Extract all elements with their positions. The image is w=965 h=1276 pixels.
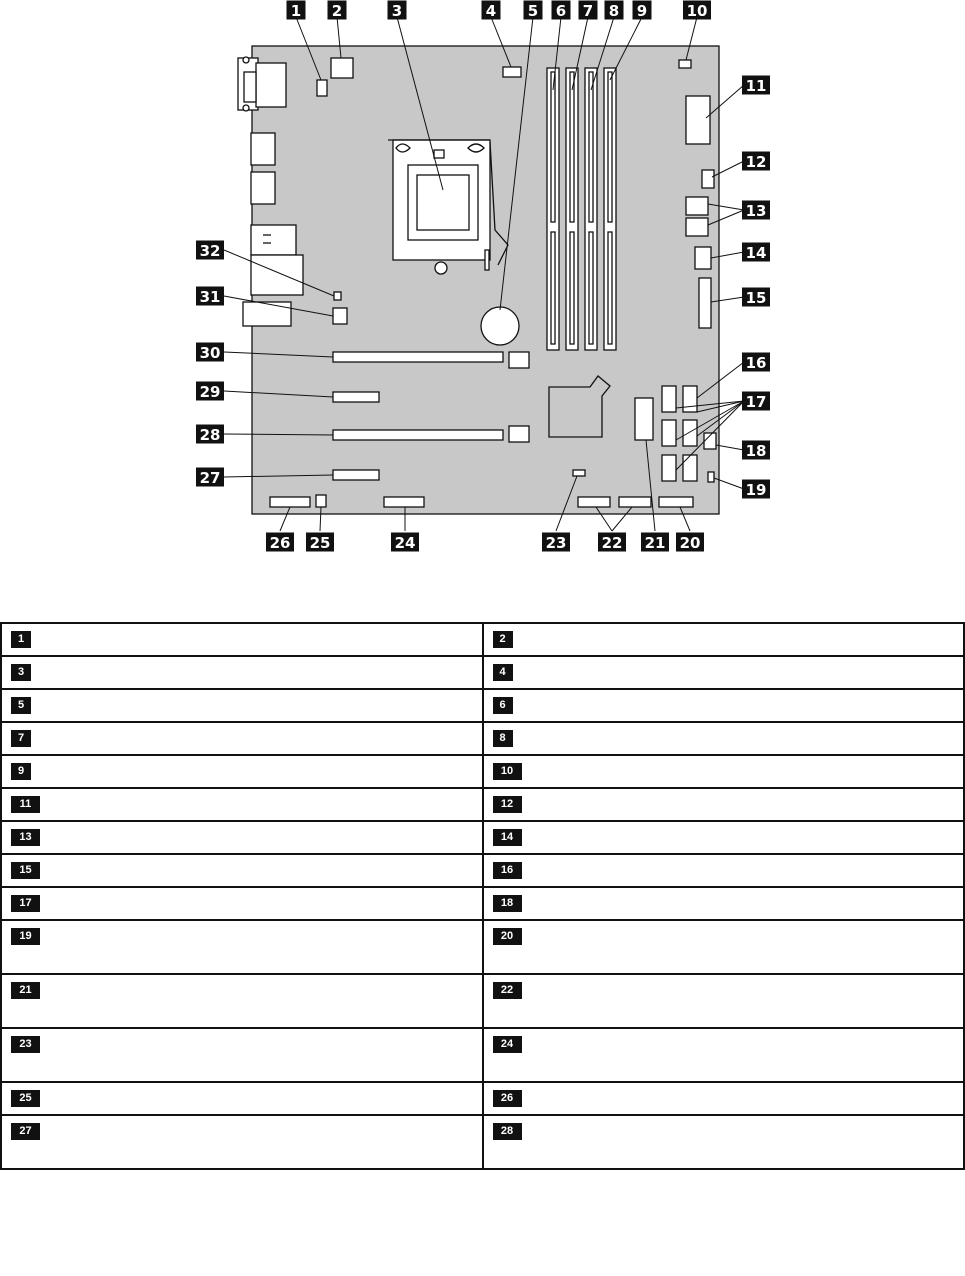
- legend-cell-left: [1, 974, 483, 1028]
- callout-8: [605, 1, 624, 21]
- legend-cell-right: [483, 755, 965, 788]
- legend-cell-left: [1, 854, 483, 887]
- legend-description: [50, 1083, 482, 1089]
- connector-26: [270, 497, 310, 507]
- svg-text:28: 28: [199, 426, 221, 444]
- legend-cell-left: [1, 689, 483, 722]
- callout-14: [742, 243, 770, 263]
- legend-number-badge: 2: [493, 631, 513, 648]
- connector-22b: [619, 497, 651, 507]
- legend-row: [1, 821, 964, 854]
- legend-description: [532, 1116, 964, 1122]
- legend-cell-right: [483, 1115, 965, 1169]
- legend-description: [532, 855, 964, 861]
- legend-cell-left: [1, 788, 483, 821]
- callout-22: [598, 533, 626, 553]
- legend-description: [532, 888, 964, 894]
- connector-4: [503, 67, 521, 77]
- svg-text:12: 12: [745, 153, 767, 171]
- svg-text:3: 3: [391, 2, 403, 20]
- callout-11: [742, 76, 770, 96]
- legend-number-badge: 6: [493, 697, 513, 714]
- svg-text:29: 29: [199, 383, 221, 401]
- connector-13a: [686, 197, 708, 215]
- svg-text:31: 31: [199, 288, 221, 306]
- connector-22a: [578, 497, 610, 507]
- callout-30: [196, 343, 224, 363]
- svg-text:8: 8: [608, 2, 620, 20]
- legend-description: [50, 657, 482, 663]
- svg-text:13: 13: [745, 202, 767, 220]
- legend-number-badge: 11: [11, 796, 40, 813]
- legend-cell-left: [1, 821, 483, 854]
- legend-description: [532, 975, 964, 981]
- connector-13b: [686, 218, 708, 236]
- callout-15: [742, 288, 770, 308]
- legend-description: [532, 789, 964, 795]
- legend-cell-right: [483, 623, 965, 656]
- callout-13: [742, 201, 770, 221]
- svg-text:14: 14: [745, 244, 767, 262]
- legend-number-badge: 16: [493, 862, 522, 879]
- legend-description: [50, 1116, 482, 1122]
- legend-number-badge: 18: [493, 895, 522, 912]
- legend-cell-right: [483, 821, 965, 854]
- svg-text:15: 15: [745, 289, 767, 307]
- callout-3: [388, 1, 407, 21]
- legend-description: [50, 690, 482, 696]
- svg-text:5: 5: [527, 2, 539, 20]
- legend-number-badge: 9: [11, 763, 31, 780]
- legend-number-badge: 4: [493, 664, 513, 681]
- callout-31: [196, 287, 224, 307]
- legend-cell-left: [1, 755, 483, 788]
- legend-row: [1, 854, 964, 887]
- connector-10: [679, 60, 691, 68]
- legend-number-badge: 8: [493, 730, 513, 747]
- legend-row: [1, 689, 964, 722]
- legend-number-badge: 13: [11, 829, 40, 846]
- callout-16: [742, 353, 770, 373]
- svg-text:19: 19: [745, 481, 767, 499]
- connector-31: [333, 308, 347, 324]
- legend-cell-right: [483, 974, 965, 1028]
- callout-2: [328, 1, 347, 21]
- legend-description: [532, 657, 964, 663]
- svg-text:10: 10: [686, 2, 708, 20]
- connector-19: [708, 472, 714, 482]
- legend-description: [532, 1083, 964, 1089]
- legend-description: [532, 822, 964, 828]
- connector-21: [635, 398, 653, 440]
- svg-text:16: 16: [745, 354, 767, 372]
- svg-text:17: 17: [745, 393, 767, 411]
- svg-text:4: 4: [485, 2, 497, 20]
- svg-text:30: 30: [199, 344, 221, 362]
- callout-20: [676, 533, 704, 553]
- legend-row: [1, 920, 964, 974]
- legend-cell-right: [483, 854, 965, 887]
- connector-32: [334, 292, 341, 300]
- legend-description: [50, 624, 482, 630]
- connector-20: [659, 497, 693, 507]
- legend-cell-left: [1, 1115, 483, 1169]
- legend-number-badge: 25: [11, 1090, 40, 1107]
- legend-cell-right: [483, 689, 965, 722]
- callout-6: [552, 1, 571, 21]
- legend-row: [1, 1082, 964, 1115]
- legend-cell-left: [1, 722, 483, 755]
- legend-row: [1, 755, 964, 788]
- legend-description: [532, 624, 964, 630]
- legend-number-badge: 14: [493, 829, 522, 846]
- legend-number-badge: 1: [11, 631, 31, 648]
- callout-23: [542, 533, 570, 553]
- legend-number-badge: 10: [493, 763, 522, 780]
- legend-cell-left: [1, 1028, 483, 1082]
- legend-row: [1, 1115, 964, 1169]
- legend-number-badge: 15: [11, 862, 40, 879]
- microprocessor-socket: [388, 140, 508, 274]
- connector-24: [384, 497, 424, 507]
- legend-number-badge: 24: [493, 1036, 522, 1053]
- legend-description: [50, 855, 482, 861]
- legend-description: [50, 975, 482, 981]
- callout-5: [524, 1, 543, 21]
- legend-cell-left: [1, 623, 483, 656]
- callout-12: [742, 152, 770, 172]
- legend-cell-right: [483, 920, 965, 974]
- legend-cell-right: [483, 722, 965, 755]
- svg-text:7: 7: [582, 2, 594, 20]
- callout-21: [641, 533, 669, 553]
- legend-number-badge: 3: [11, 664, 31, 681]
- svg-text:1: 1: [290, 2, 302, 20]
- legend-description: [532, 1029, 964, 1035]
- legend-number-badge: 26: [493, 1090, 522, 1107]
- legend-description: [50, 921, 482, 927]
- legend-number-badge: 17: [11, 895, 40, 912]
- legend-number-badge: 20: [493, 928, 522, 945]
- connector-2: [331, 58, 353, 78]
- callout-24: [391, 533, 419, 553]
- legend-row: [1, 974, 964, 1028]
- legend-description: [50, 723, 482, 729]
- callout-10: [683, 1, 711, 21]
- legend-cell-right: [483, 1082, 965, 1115]
- legend-row: [1, 722, 964, 755]
- legend-number-badge: 7: [11, 730, 31, 747]
- svg-text:26: 26: [269, 534, 291, 552]
- callout-17: [742, 392, 770, 412]
- legend-number-badge: 12: [493, 796, 522, 813]
- legend-description: [50, 756, 482, 762]
- legend-row: [1, 788, 964, 821]
- legend-number-badge: 28: [493, 1123, 522, 1140]
- legend-description: [50, 822, 482, 828]
- legend-cell-right: [483, 1028, 965, 1082]
- connector-23: [573, 470, 585, 476]
- legend-number-badge: 23: [11, 1036, 40, 1053]
- svg-text:27: 27: [199, 469, 221, 487]
- legend-description: [532, 921, 964, 927]
- legend-number-badge: 22: [493, 982, 522, 999]
- legend-cell-left: [1, 656, 483, 689]
- callout-25: [306, 533, 334, 553]
- connector-14: [695, 247, 711, 269]
- legend-description: [532, 723, 964, 729]
- svg-text:32: 32: [199, 242, 221, 260]
- legend-description: [50, 888, 482, 894]
- legend-row: [1, 1028, 964, 1082]
- legend-number-badge: 27: [11, 1123, 40, 1140]
- coin-cell-battery: [481, 307, 519, 345]
- system-board-diagram: [0, 0, 965, 600]
- legend-cell-left: [1, 887, 483, 920]
- callout-18: [742, 441, 770, 461]
- legend-row: [1, 656, 964, 689]
- legend-number-badge: 5: [11, 697, 31, 714]
- callout-32: [196, 241, 224, 261]
- callout-1: [287, 1, 306, 21]
- connector-25: [316, 495, 326, 507]
- system-board: [252, 46, 719, 514]
- svg-text:11: 11: [745, 77, 767, 95]
- callout-26: [266, 533, 294, 553]
- callout-28: [196, 425, 224, 445]
- svg-text:25: 25: [309, 534, 331, 552]
- legend-description: [532, 690, 964, 696]
- svg-text:6: 6: [555, 2, 567, 20]
- svg-text:22: 22: [601, 534, 623, 552]
- callout-29: [196, 382, 224, 402]
- legend-row: [1, 887, 964, 920]
- svg-text:21: 21: [644, 534, 666, 552]
- connector-12: [702, 170, 714, 188]
- legend-description: [532, 756, 964, 762]
- callout-19: [742, 480, 770, 500]
- connector-1: [317, 80, 327, 96]
- connector-11: [686, 96, 710, 144]
- svg-text:9: 9: [636, 2, 648, 20]
- legend-cell-right: [483, 788, 965, 821]
- legend-description: [50, 789, 482, 795]
- svg-text:20: 20: [679, 534, 701, 552]
- parts-legend-table: [0, 622, 965, 1170]
- legend-cell-left: [1, 920, 483, 974]
- callout-9: [633, 1, 652, 21]
- connector-15: [699, 278, 711, 328]
- callout-27: [196, 468, 224, 488]
- legend-cell-right: [483, 656, 965, 689]
- svg-text:24: 24: [394, 534, 416, 552]
- legend-number-badge: 19: [11, 928, 40, 945]
- legend-description: [50, 1029, 482, 1035]
- svg-text:2: 2: [331, 2, 343, 20]
- callout-4: [482, 1, 501, 21]
- legend-number-badge: 21: [11, 982, 40, 999]
- legend-row: [1, 623, 964, 656]
- callout-7: [579, 1, 598, 21]
- svg-text:18: 18: [745, 442, 767, 460]
- legend-cell-right: [483, 887, 965, 920]
- legend-cell-left: [1, 1082, 483, 1115]
- svg-text:23: 23: [545, 534, 567, 552]
